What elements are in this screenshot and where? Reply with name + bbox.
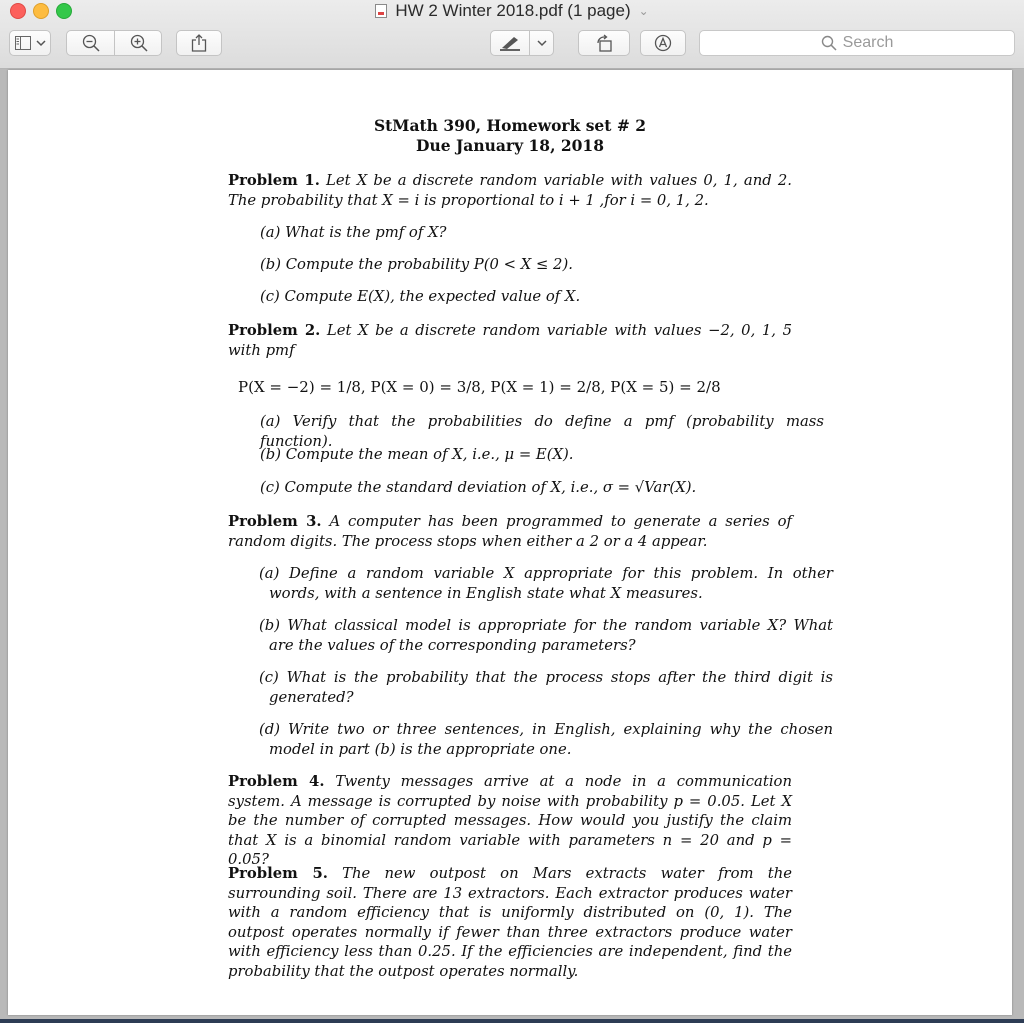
pmf-equation: P(X = −2) = 1/8, P(X = 0) = 3/8, P(X = 1) = 2/8, P(X = 5) = 2/8 bbox=[238, 378, 721, 396]
problem-label: Problem 3. bbox=[228, 513, 322, 530]
sidebar-icon bbox=[15, 36, 31, 50]
vertical-scrollbar[interactable] bbox=[1014, 70, 1024, 1015]
problem-1b: (b) Compute the probability P(0 < X ≤ 2). bbox=[260, 256, 573, 273]
problem-2a: (a) Verify that the probabilities do define a pmf (probability mass function). bbox=[260, 413, 824, 450]
search-icon bbox=[821, 35, 837, 51]
problem-label: Problem 1. bbox=[228, 172, 320, 189]
sidebar-view-button[interactable] bbox=[9, 30, 51, 56]
problem-3c: (c) What is the probability that the process stops after the third digit is generated? bbox=[259, 669, 833, 706]
chevron-down-icon bbox=[537, 39, 547, 47]
zoom-in-button[interactable] bbox=[115, 31, 163, 55]
dock-edge bbox=[0, 1019, 1024, 1023]
problem-2b: (b) Compute the mean of X, i.e., μ = E(X). bbox=[260, 446, 574, 463]
problem-1 bbox=[228, 171, 792, 210]
pdf-page bbox=[8, 70, 1012, 1015]
markup-tools-control bbox=[490, 30, 554, 56]
problem-1a: (a) What is the pmf of X? bbox=[260, 224, 447, 241]
problem-2c: (c) Compute the standard deviation of X, i.e., σ = √Var(X). bbox=[260, 479, 697, 496]
window-title[interactable]: HW 2 Winter 2018.pdf (1 page) bbox=[395, 1, 631, 20]
problem-text: A computer has been programmed to generate a series of random digits. The process stops when either a 2 or a 4 appear. bbox=[228, 513, 792, 550]
zoom-in-icon bbox=[130, 34, 148, 52]
share-button[interactable] bbox=[176, 30, 222, 56]
problem-text: Let X be a discrete random variable with values −2, 0, 1, 5 with pmf bbox=[228, 322, 792, 359]
problem-1c: (c) Compute E(X), the expected value of X. bbox=[260, 288, 581, 305]
problem-text: Let X be a discrete random variable with values 0, 1, and 2. The probability that X = i is proportional to i + 1 ,for i = 0, 1, 2. bbox=[228, 172, 792, 209]
zoom-out-icon bbox=[82, 34, 100, 52]
rotate-button[interactable] bbox=[578, 30, 630, 56]
window-toolbar bbox=[0, 0, 1024, 69]
markup-toolbar-button[interactable] bbox=[640, 30, 686, 56]
problem-2 bbox=[228, 321, 792, 360]
problem-5 bbox=[228, 864, 792, 982]
pen-icon bbox=[499, 35, 521, 51]
share-icon bbox=[191, 34, 207, 52]
sketch-tool-menu-button[interactable] bbox=[530, 31, 554, 55]
problem-3 bbox=[228, 512, 792, 551]
zoom-segmented-control bbox=[66, 30, 162, 56]
doc-title: StMath 390, Homework set # 2 bbox=[373, 116, 647, 135]
title-chevron-icon[interactable]: ⌄ bbox=[638, 4, 649, 18]
problem-text: The new outpost on Mars extracts water from the surrounding soil. There are 13 extractors. Each extractor produces water with a random efficiency that is uniformly distributed on (0, 1). The outpost operates normally if fewer than three extractors produce water with efficiency less than 0.25. If the efficiencies are independent, find the probability that the outpost operates normally. bbox=[228, 865, 792, 980]
problem-label: Problem 5. bbox=[228, 865, 328, 882]
doc-due-date: Due January 18, 2018 bbox=[416, 136, 604, 155]
sketch-tool-button[interactable] bbox=[491, 31, 529, 55]
pdf-document-icon bbox=[375, 4, 387, 18]
search-placeholder: Search bbox=[842, 34, 894, 51]
problem-text: Twenty messages arrive at a node in a communication system. A message is corrupted by noise with probability p = 0.05. Let X be the number of corrupted messages. How would you justify the claim that X is a binomial random variable with parameters n = 20 and p = 0.05? bbox=[228, 773, 792, 869]
markup-icon bbox=[654, 34, 672, 52]
problem-label: Problem 4. bbox=[228, 773, 325, 790]
search-field[interactable] bbox=[699, 30, 1015, 56]
zoom-out-button[interactable] bbox=[67, 31, 115, 55]
problem-4 bbox=[228, 772, 792, 870]
chevron-down-icon bbox=[36, 39, 46, 47]
problem-3d: (d) Write two or three sentences, in English, explaining why the chosen model in part (b) is the appropriate one. bbox=[259, 721, 833, 758]
problem-3a: (a) Define a random variable X appropriate for this problem. In other words, with a sentence in English state what X measures. bbox=[259, 565, 833, 602]
rotate-left-icon bbox=[594, 34, 614, 52]
window-title-bar bbox=[0, 0, 1024, 22]
problem-3b: (b) What classical model is appropriate for the random variable X? What are the values of the corresponding parameters? bbox=[259, 617, 833, 654]
problem-label: Problem 2. bbox=[228, 322, 321, 339]
